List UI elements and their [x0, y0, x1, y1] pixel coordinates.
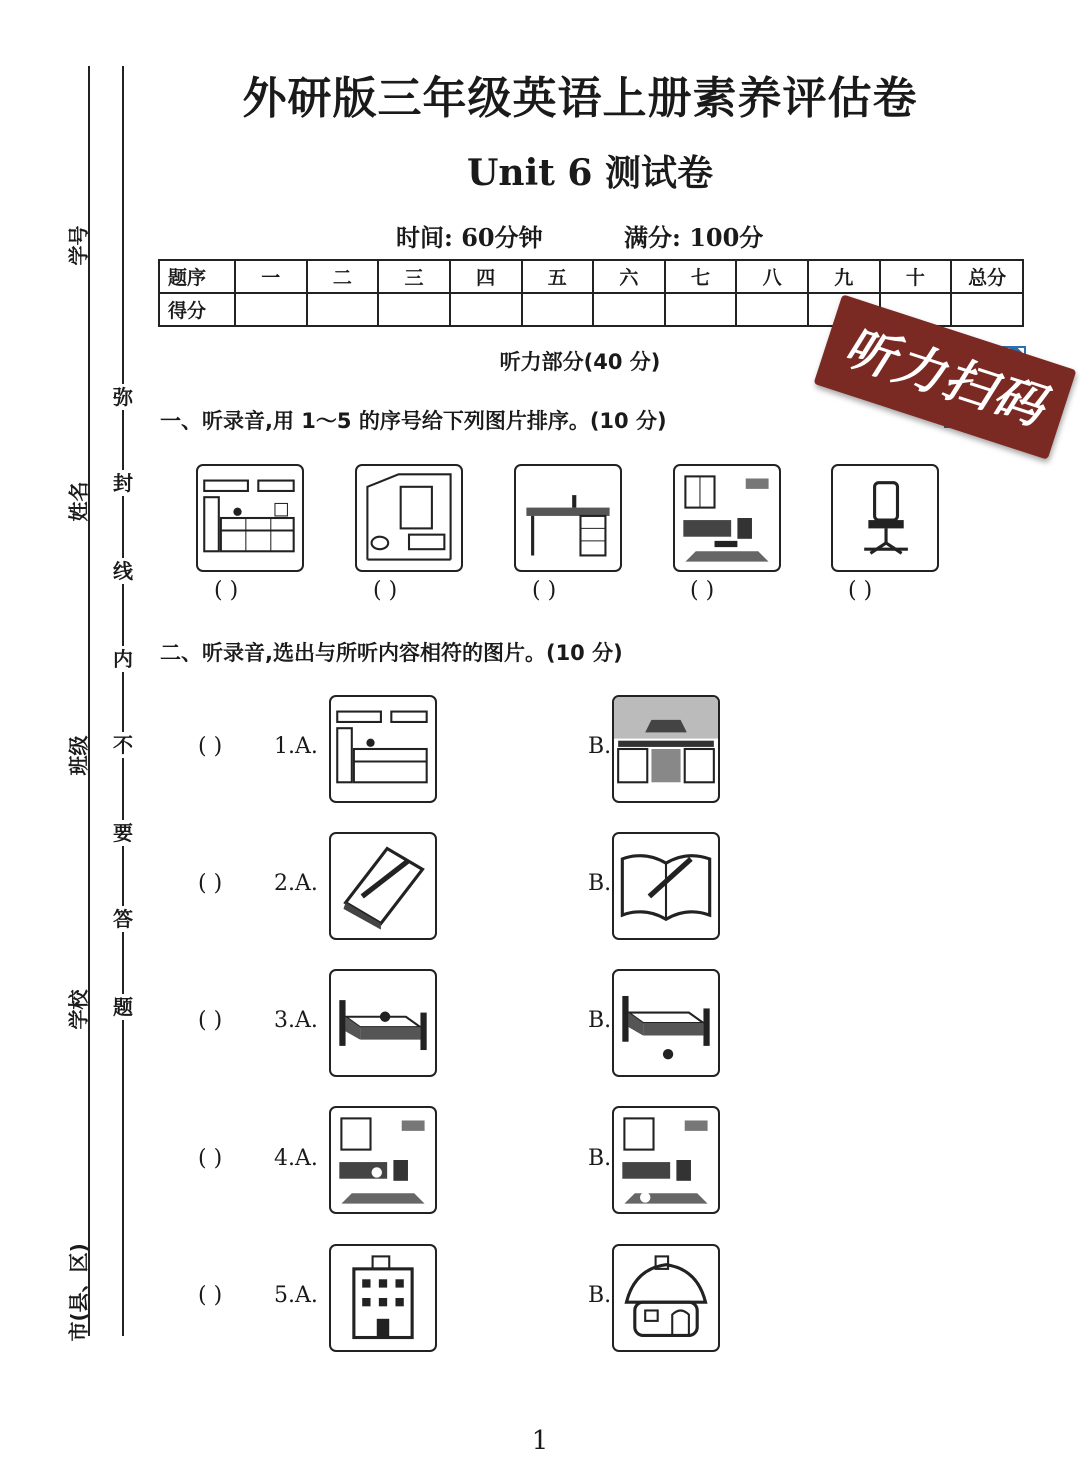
- score-input-cell[interactable]: [736, 293, 808, 326]
- margin-inner-line: [122, 66, 124, 1336]
- bed-cat-on-icon[interactable]: [329, 969, 437, 1077]
- answer-blank[interactable]: ( ): [214, 578, 239, 603]
- score-cell: 四: [450, 260, 522, 293]
- section2-heading: 二、听录音,选出与所听内容相符的图片。(10 分): [160, 641, 623, 665]
- score-cell: 七: [665, 260, 737, 293]
- question-label: 3.A.: [274, 1008, 318, 1033]
- bathroom-icon: [355, 464, 463, 572]
- score-cell: 九: [808, 260, 880, 293]
- score-input-cell[interactable]: [593, 293, 665, 326]
- score-row-label: 得分: [159, 293, 235, 326]
- answer-blank[interactable]: ( ): [198, 871, 223, 896]
- margin-field-student-id: 学号: [66, 225, 91, 266]
- seal-char: 答: [110, 906, 136, 932]
- score-cell: 六: [593, 260, 665, 293]
- option-b-label: B.: [588, 734, 612, 759]
- score-cell: 一: [235, 260, 307, 293]
- margin-field-city: 市(县、区): [66, 1243, 91, 1342]
- living-room-icon[interactable]: [612, 1106, 720, 1214]
- score-input-cell[interactable]: [378, 293, 450, 326]
- answer-blank[interactable]: ( ): [373, 578, 398, 603]
- page-subtitle: Unit 6 测试卷: [467, 152, 713, 194]
- desk-icon: [514, 464, 622, 572]
- exam-full-score: 满分: 100分: [624, 223, 764, 252]
- margin-field-name: 姓名: [66, 481, 91, 522]
- seal-char: 线: [110, 558, 136, 584]
- score-input-cell[interactable]: [951, 293, 1023, 326]
- score-cell: 五: [522, 260, 594, 293]
- question-label: 5.A.: [274, 1283, 318, 1308]
- score-input-cell[interactable]: [665, 293, 737, 326]
- score-cell: 题序: [159, 260, 235, 293]
- living-room-icon[interactable]: [329, 1106, 437, 1214]
- office-chair-icon: [831, 464, 939, 572]
- score-table-header-row: [159, 260, 1023, 293]
- kitchen-icon[interactable]: [329, 695, 437, 803]
- listening-heading: 听力部分(40 分): [499, 350, 661, 374]
- answer-blank[interactable]: ( ): [198, 1146, 223, 1171]
- option-b-label: B.: [588, 1283, 612, 1308]
- seal-char: 封: [110, 470, 136, 496]
- question-label: 4.A.: [274, 1146, 318, 1171]
- kitchen-icon[interactable]: [612, 695, 720, 803]
- exam-time: 时间: 60分钟: [396, 223, 543, 252]
- section1-heading: 一、听录音,用 1～5 的序号给下列图片排序。(10 分): [160, 409, 667, 433]
- score-cell: 八: [736, 260, 808, 293]
- open-book-pen-icon[interactable]: [612, 832, 720, 940]
- margin-field-class: 班级: [66, 735, 91, 776]
- option-b-label: B.: [588, 871, 612, 896]
- question-label: 2.A.: [274, 871, 318, 896]
- answer-blank[interactable]: ( ): [198, 1283, 223, 1308]
- living-room-icon: [673, 464, 781, 572]
- seal-char: 弥: [110, 384, 136, 410]
- margin-field-school: 学校: [66, 989, 91, 1030]
- kitchen-icon: [196, 464, 304, 572]
- score-cell: 三: [378, 260, 450, 293]
- bed-cat-under-icon[interactable]: [612, 969, 720, 1077]
- page-number: 1: [531, 1426, 549, 1456]
- answer-blank[interactable]: ( ): [848, 578, 873, 603]
- notebook-pen-icon[interactable]: [329, 832, 437, 940]
- score-cell: 十: [880, 260, 952, 293]
- answer-blank[interactable]: ( ): [532, 578, 557, 603]
- page-title: 外研版三年级英语上册素养评估卷: [242, 73, 918, 124]
- answer-blank[interactable]: ( ): [690, 578, 715, 603]
- seal-char: 题: [110, 994, 136, 1020]
- option-b-label: B.: [588, 1008, 612, 1033]
- score-cell: 总分: [951, 260, 1023, 293]
- option-b-label: B.: [588, 1146, 612, 1171]
- score-cell: 二: [307, 260, 379, 293]
- score-input-cell[interactable]: [235, 293, 307, 326]
- banner-text: 听力扫码: [837, 317, 1053, 437]
- question-label: 1.A.: [274, 734, 318, 759]
- seal-char: 要: [110, 820, 136, 846]
- score-input-cell[interactable]: [307, 293, 379, 326]
- answer-blank[interactable]: ( ): [198, 1008, 223, 1033]
- answer-blank[interactable]: ( ): [198, 734, 223, 759]
- seal-char: 内: [110, 646, 136, 672]
- apartment-building-icon[interactable]: [329, 1244, 437, 1352]
- score-input-cell[interactable]: [450, 293, 522, 326]
- cottage-icon[interactable]: [612, 1244, 720, 1352]
- seal-char: 不: [110, 732, 136, 758]
- score-input-cell[interactable]: [522, 293, 594, 326]
